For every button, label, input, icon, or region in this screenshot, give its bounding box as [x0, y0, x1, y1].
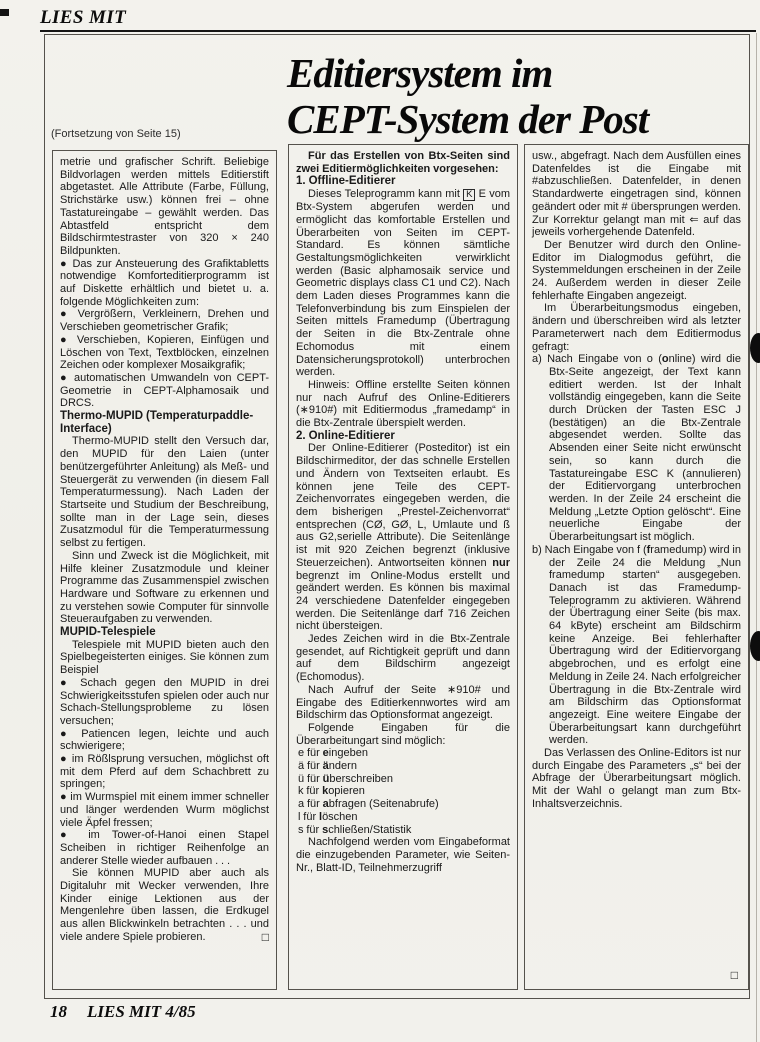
boxed-key: K [463, 189, 475, 201]
paragraph: Im Überarbeitungsmodus eingeben, ändern und überschreiben wird als letzter Parameterwert nach dem Editiermodus gefragt: [532, 302, 741, 353]
list-item: ä für ändern [298, 760, 357, 773]
magazine-masthead: LIES MIT [40, 7, 127, 28]
bullet: ● Patiencen legen, leichte und auch schwierigere; [60, 727, 269, 753]
paragraph: Sinn und Zweck ist die Möglichkeit, mit Hilfe kleiner Zusatzmodule und kleiner Programme das Zusammenspiel zwischen Hardware und Software zu erkennen und zu verstehen sowie Computer für sinnvolle Steueraufgaben zu verwenden. [60, 549, 269, 626]
paragraph: Folgende Eingaben für die Überarbeitungart sind möglich: [296, 721, 510, 747]
intro: Für das Erstellen von Btx-Seiten sind zwei Editiermöglichkeiten vorgesehen: [296, 150, 510, 175]
end-of-article-mark: □ [730, 968, 738, 983]
alpha-item: a) Nach Eingabe von o (online) wird die Btx-Seite angezeigt, der Text kann editiert werden. Ist der Inhalt vollständig eingegeben, kann die Seite durch Drücken der Tasten ESC J (bestätigen) an die Btx-Zentrale abgesendet werden. Sollte das Absenden einer Seite nicht erwünscht sein, so kann durch die Tastatureingabe ESC K (annulieren) der Editiervorgang unterbrochen werden. In der Zeile 24 erscheint die Meldung „Letzte Option gelöscht“. Eine neuerliche Eingabe der Überarbeitungsart ist möglich. [532, 353, 741, 544]
paragraph: Telespiele mit MUPID bieten auch den Spielbegeisterten einiges. Sie können zum Beispiel [60, 638, 269, 677]
continuation: metrie und grafischer Schrift. Beliebige Bildvorlagen werden mittels Editierstift abgetastet. Alle Attribute (Farbe, Füllung, Strichstärke usw.) können frei – ohne Tastatureingabe – gewählt werden. Das Abtastfeld entspricht dem Bildschirmtestraster von 320 × 240 Bildpunkten. [60, 156, 269, 257]
section-heading: Thermo-MUPID (Temperaturpaddle-Interface) [60, 410, 254, 435]
paragraph: Der Benutzer wird durch den Online-Editor im Dialogmodus geführt, die Systemmeldungen erscheinen in der Zeile 24. Außerdem werden in dieser Zeile fehlerhafte Eingaben angezeigt. [532, 238, 741, 302]
continuation-note: (Fortsetzung von Seite 15) [51, 128, 181, 140]
bullet: ● Verschieben, Kopieren, Einfügen und Löschen von Text, Textblöcken, einzelnen Zeichen oder komplexer Mosaikgrafik; [60, 333, 269, 372]
page-number: 18 [50, 1002, 67, 1021]
list-item: l für löschen [298, 810, 358, 823]
page-edge-line [756, 33, 757, 1042]
section-heading: 2. Online-Editierer [296, 429, 395, 442]
bullet: ● im Tower-of-Hanoi einen Stapel Scheiben in richtiger Reihenfolge an anderer Stelle wieder aufbauen . . . [60, 829, 269, 867]
page-edge-mark [750, 631, 760, 661]
scan-corner-mark [0, 9, 9, 16]
paragraph: Nach Aufruf der Seite ∗910# und Eingabe des Editierkennwortes wird am Bildschirm das Optionsformat angezeigt. [296, 683, 510, 722]
bullet: ● Vergrößern, Verkleinern, Drehen und Verschieben geometrischer Grafik; [60, 308, 269, 334]
article-title-line2: CEPT-System der Post [287, 96, 649, 142]
article-title [287, 50, 729, 142]
article-title-line1: Editiersystem im [287, 50, 553, 96]
page-footer [50, 1002, 196, 1022]
paragraph: Das Verlassen des Online-Editors ist nur durch Eingabe des Parameters „s“ bei der Abfrage der Überarbeitungsart möglich. Mit der Wahl o gelangt man zum Btx-Inhaltsverzeichnis. [532, 747, 741, 810]
end-of-article-mark: □ [261, 929, 269, 944]
bullet: ● automatischen Umwandeln von CEPT-Geometrie in CEPT-Alphamosaik und DRCS. [60, 371, 269, 410]
section-heading: MUPID-Telespiele [60, 626, 156, 639]
masthead-rule [40, 30, 756, 32]
paragraph: Thermo-MUPID stellt den Versuch dar, den MUPID für den Laien (unter benützergeführter Anleitung) als Meß- und Steuergerät zu verwenden (in diesem Fall Temperaturmessung). Nach Laden der Startseite und Studium der Beschreibung, sollte man in der Lage sein, dieses Zusatzmodul für die Temperaturmessung selbst zu fertigen. [60, 435, 269, 550]
list-item: s für schließen/Statistik [298, 823, 412, 836]
bullet: ● im Wurmspiel mit einem immer schneller und länger werdenden Wurm möglichst viele Äpfel fressen; [60, 791, 269, 829]
paragraph: Der Online-Editierer (Posteditor) ist ein Bildschirmeditor, der das schnelle Erstellen und Ändern von Textseiten erlaubt. Es können jene Teile des CEPT-Zeichenvorrates eingegeben werden, die dem bisherigen „Prestel-Zeichenvorrat“ entsprechen (CØ, GØ, L, Umlaute und ß aus G2,serielle Attribute). Die Seitenlänge ist mit 920 Zeichen begrenzt (inklusive Steuerzeichen). Antwortseiten können nur begrenzt im Online-Modus erstellt und geändert werden. Es können bis maximal 24 verschiedene Datenfelder eingegeben werden. Die Seitenlänge darf 716 Zeichen nicht übersteigen. [296, 442, 510, 633]
text-column-1 [52, 150, 277, 990]
alpha-item: b) Nach Eingabe von f (framedump) wird in der Zeile 24 die Meldung „Nun framedump starten“ ausgegeben. Danach ist das Framedump-Teleprogramm zu aktivieren. Während der Übertragung einer Seite (bis max. 64 kByte) erscheint am Bildschirm keine Anzeige. Bei fehlerhafter Übertragung wird der Editiervorgang abgebrochen, und es erfolgt eine Meldung in Zeile 24. Nach erfolgreicher Übertragung in die Btx-Zentrale wird am Bildschirm das Optionsformat angezeigt. Eine weitere Eingabe der Überarbeitungsart kann durchgeführt werden. [532, 543, 741, 747]
list-item: a für abfragen (Seitenabrufe) [298, 798, 439, 811]
text-column-2 [288, 144, 518, 990]
list-item: e für eingeben [298, 747, 368, 760]
paragraph: Nachfolgend werden vom Eingabeformat die einzugebenden Parameter, wie Seiten-Nr., Blatt-ID, Teilnehmerzugriff [296, 836, 510, 874]
bullet: ● Das zur Ansteuerung des Grafiktabletts notwendige Komforteditierprogramm ist auf Diskette erhältlich und bietet u. a. folgende Möglichkeiten zum: [60, 257, 269, 308]
list-item: k für kopieren [298, 785, 365, 798]
bullet: ● im Rößlsprung versuchen, möglichst oft mit dem Pferd auf dem Schachbrett zu springen; [60, 753, 269, 791]
section-heading: 1. Offline-Editierer [296, 175, 396, 188]
issue-label: LIES MIT 4/85 [87, 1002, 196, 1021]
text-column-3 [524, 144, 749, 990]
paragraph: Dieses Teleprogramm kann mit K E vom Btx-System abgerufen werden und ermöglicht das komfortable Erstellen und Überarbeiten von Seiten im CEPT-Standard. Es können sämtliche Gestaltungsmöglichkeiten verwirklicht werden (Basic alphamosaik service und Geometric displays class C1 und C2). Nach dem Laden dieses Programmes kann die Telefonverbindung bis zum Einspielen der Seiten mittels Framedump (Übertragung der Seiten in die Btx-Zentrale ohne Echomodus mit einem Datensicherungsprotokoll) unterbrochen werden. [296, 188, 510, 379]
list-item: ü für überschreiben [298, 772, 393, 785]
paragraph: Hinweis: Offline erstellte Seiten können nur nach Aufruf des Online-Editierers (∗910#) mit Editiermodus „framedamp“ in die Btx-Zentrale überspielt werden. [296, 378, 510, 430]
paragraph: Sie können MUPID aber auch als Digitaluhr mit Wecker verwenden, Ihre Kinder einige Lektionen aus der Mengenlehre üben lassen, die Erdkugel aus allen Blickwinkeln betrachten . . . und viele andere Spiele probieren. □ [60, 867, 269, 944]
paragraph: Jedes Zeichen wird in die Btx-Zentrale gesendet, auf Richtigkeit geprüft und dann auf dem Bildschirm angezeigt (Echomodus). [296, 633, 510, 684]
bullet: ● Schach gegen den MUPID in drei Schwierigkeitsstufen spielen oder auch nur Schach-Stellungsprobleme zu lösen versuchen; [60, 676, 269, 727]
page-edge-mark [750, 333, 760, 363]
continuation: usw., abgefragt. Nach dem Ausfüllen eines Datenfeldes ist die Eingabe mit #abzuschließen. Datenfelder, in denen Standardwerte eingetragen sind, können geändert oder mit # übersprungen werden. Zur Korrektur gelangt man mit ⇐ auf das jeweils vorhergehende Datenfeld. [532, 150, 741, 239]
